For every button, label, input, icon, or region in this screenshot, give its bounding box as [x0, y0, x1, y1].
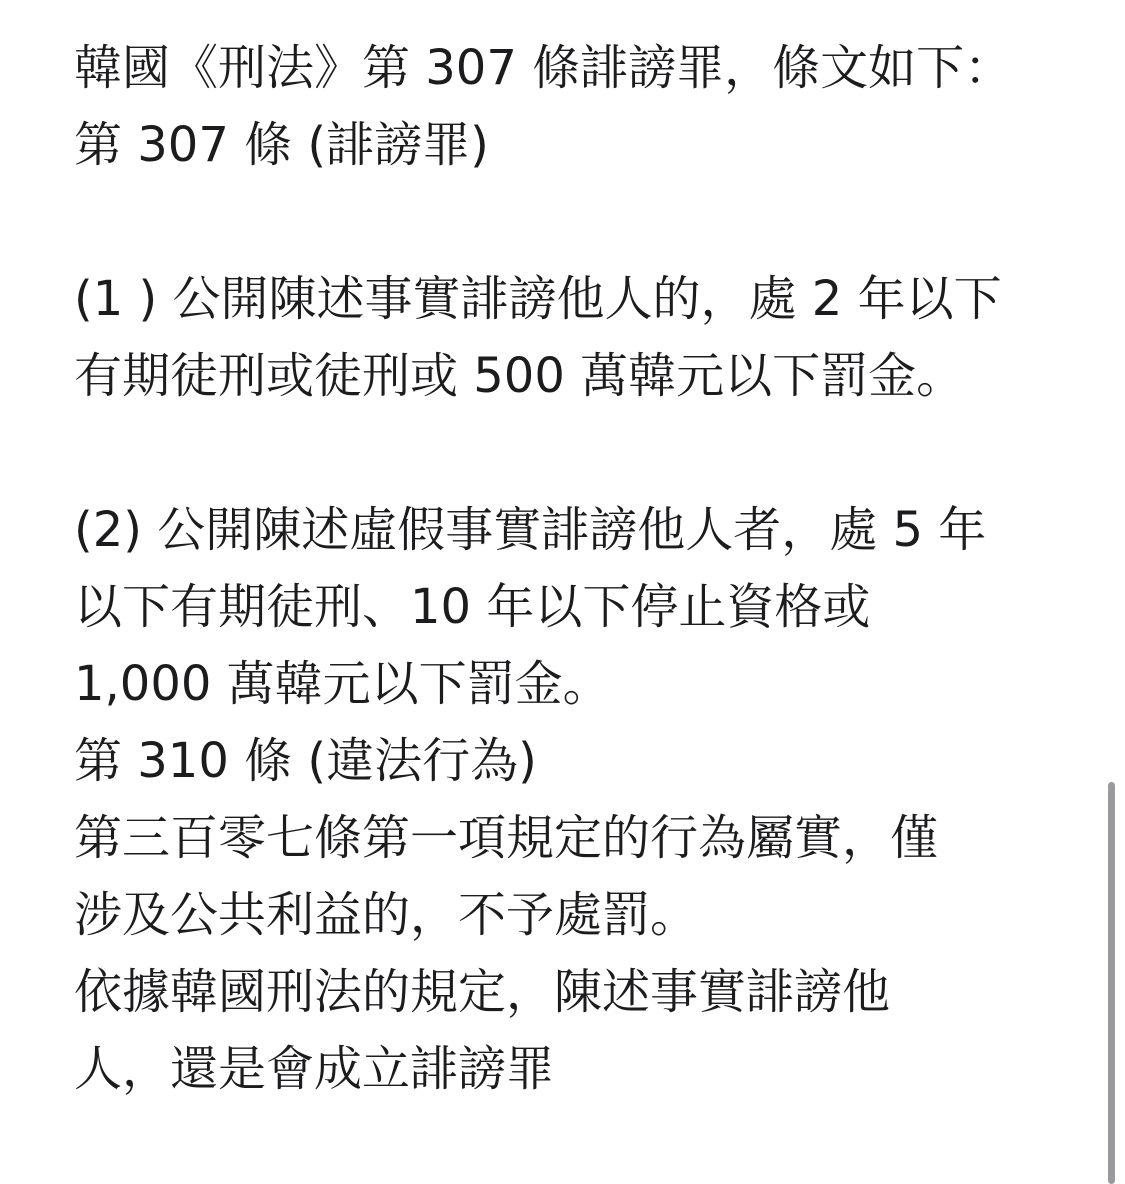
text-line: 第三百零七條第一項規定的行為屬實，僅 [74, 810, 939, 866]
blank-line [74, 184, 1064, 261]
text-line: 第 307 條 (誹謗罪) [74, 117, 489, 173]
text-line: 韓國《刑法》第 307 條誹謗罪，條文如下： [74, 40, 1013, 96]
text-line: (1 ) 公開陳述事實誹謗他人的，處 2 年以下 [74, 271, 1002, 327]
text-line: 依據韓國刑法的規定，陳述事實誹謗他 [74, 964, 891, 1020]
vertical-scrollbar[interactable] [1108, 782, 1115, 1184]
article-text [74, 30, 1064, 1108]
text-line: 涉及公共利益的，不予處罰。 [74, 887, 699, 943]
text-line: 1,000 萬韓元以下罰金。 [74, 656, 611, 712]
text-line: 第 310 條 (違法行為) [74, 733, 537, 789]
text-line: 以下有期徒刑、10 年以下停止資格或 [74, 579, 871, 635]
text-line: 有期徒刑或徒刑或 500 萬韓元以下罰金。 [74, 348, 965, 404]
text-line: 人，還是會成立誹謗罪 [74, 1041, 555, 1097]
text-line: (2) 公開陳述虛假事實誹謗他人者，處 5 年 [74, 502, 987, 558]
blank-line [74, 415, 1064, 492]
